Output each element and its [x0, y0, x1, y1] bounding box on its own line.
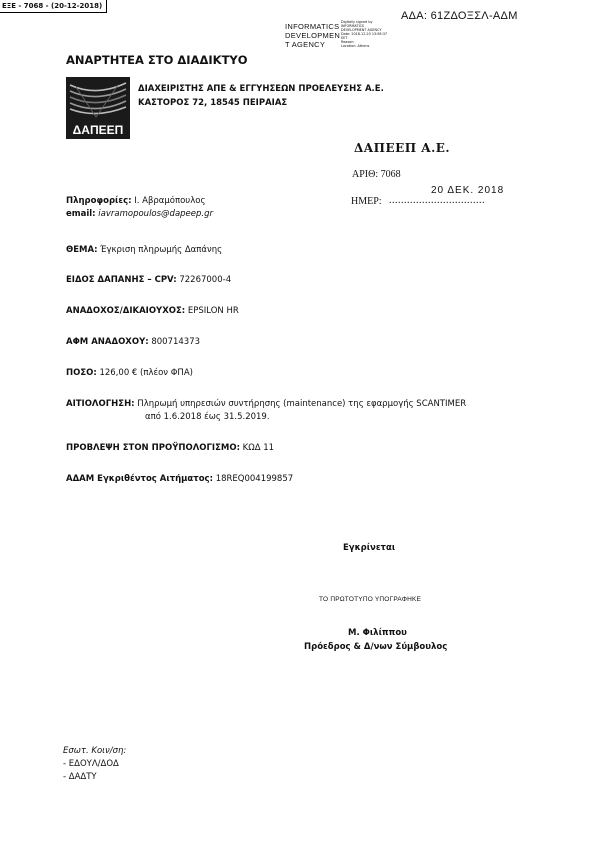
distribution-item: - ΕΔΟΥΛ/ΔΟΔ: [63, 759, 119, 769]
registry-number: ΑΡΙΘ: 7068: [352, 169, 401, 180]
field-label: ΕΙΔΟΣ ΔΑΠΑΝΗΣ – CPV:: [66, 275, 177, 285]
stamp-detail-line: Location: Athens: [341, 44, 370, 48]
field-anadoxos: [66, 305, 239, 318]
field-label: ΠΡΟΒΛΕΨΗ ΣΤΟΝ ΠΡΟΫΠΟΛΟΓΙΣΜΟ:: [66, 443, 240, 453]
digital-signature-details: [341, 20, 387, 48]
signer-name: Μ. Φιλίππου: [348, 628, 407, 638]
stamp-line: INFORMATICS: [285, 22, 340, 31]
dapeep-logo: [66, 77, 130, 139]
ada-code: ΑΔΑ: 61ΖΔΟΞΣΛ-ΑΔΜ: [401, 10, 518, 22]
approval-text: Εγκρίνεται: [343, 543, 396, 553]
field-label: ΑΔΑΜ Εγκριθέντος Αιτήματος:: [66, 474, 213, 484]
contact-email-value: iavramopoulos@dapeep.gr: [98, 209, 214, 219]
field-label: ΑΙΤΙΟΛΟΓΗΣΗ:: [66, 399, 135, 409]
stamp-detail-line: INFORMATICS: [341, 24, 365, 28]
internal-distribution: [63, 745, 126, 784]
stamp-line: T AGENCY: [285, 40, 326, 49]
logo-text: ΔΑΠΕΕΠ: [72, 123, 124, 137]
digital-signature-stamp: [285, 22, 340, 49]
page-title: ΑΝΑΡΤΗΤΕΑ ΣΤΟ ΔΙΑΔΙΚΤΥΟ: [66, 53, 248, 67]
document-reference-box: ΕΞΕ - 7068 - (20-12-2018): [0, 0, 107, 13]
contact-info-label: Πληροφορίες:: [66, 196, 132, 206]
contact-email-label: email:: [66, 209, 96, 219]
field-label: ΠΟΣΟ:: [66, 368, 97, 378]
contact-email-line: [66, 208, 213, 221]
field-value: 18REQ004199857: [215, 474, 294, 484]
distribution-heading: Εσωτ. Κοιν/ση:: [63, 746, 127, 756]
field-value: 126,00 € (πλέον ΦΠΑ): [99, 368, 193, 378]
registry-date-label: ΗΜΕΡ:: [351, 196, 382, 207]
field-label: ΘΕΜΑ:: [66, 245, 98, 255]
distribution-item: - ΔΑΔΤΥ: [63, 772, 97, 782]
field-aitiologisi-continuation: από 1.6.2018 έως 31.5.2019.: [145, 412, 270, 422]
stamp-detail-line: DEVELOPMENT AGENCY: [341, 28, 382, 32]
signer-role: Πρόεδρος & Δ/νων Σύμβουλος: [304, 642, 448, 652]
field-aitiologisi: [66, 398, 466, 411]
organization-name: ΔΙΑΧΕΙΡΙΣΤΗΣ ΑΠΕ & ΕΓΓΥΗΣΕΩΝ ΠΡΟΕΛΕΥΣΗΣ Α.Ε.: [138, 84, 384, 94]
registry-organization: ΔΑΠΕΕΠ Α.Ε.: [354, 141, 451, 155]
registry-date-stamp: 20 ΔΕΚ. 2018: [431, 185, 505, 196]
field-value: 800714373: [151, 337, 201, 347]
stamp-line: DEVELOPMEN: [285, 31, 341, 40]
field-value: Έγκριση πληρωμής Δαπάνης: [100, 245, 223, 255]
field-value: Πληρωμή υπηρεσιών συντήρησης (maintenance) της εφαρμογής SCANTIMER: [137, 399, 467, 409]
field-afm: [66, 336, 200, 349]
contact-info-value: Ι. Αβραμόπουλος: [134, 196, 206, 206]
stamp-detail-line: Reason:: [341, 40, 355, 44]
field-adam: [66, 473, 293, 486]
field-label: ΑΦΜ ΑΝΑΔΟΧΟΥ:: [66, 337, 149, 347]
registry-date-dots: ................................: [389, 195, 485, 206]
field-poso: [66, 367, 193, 380]
field-thema: [66, 244, 222, 257]
stamp-detail-line: Digitally signed by: [341, 20, 373, 24]
field-value: ΚΩΔ 11: [242, 443, 275, 453]
field-eidos-dapanis: [66, 274, 231, 287]
stamp-detail-line: Date: 2018.12.20 13:58:37: [341, 32, 388, 36]
stamp-detail-line: EET: [341, 36, 348, 40]
field-provlepsi: [66, 442, 274, 455]
contact-info-line: [66, 195, 205, 208]
organization-address: ΚΑΣΤΟΡΟΣ 72, 18545 ΠΕΙΡΑΙΑΣ: [138, 98, 288, 108]
field-label: ΑΝΑΔΟΧΟΣ/ΔΙΚΑΙΟΥΧΟΣ:: [66, 306, 186, 316]
organization-block: [138, 82, 384, 110]
field-value: EPSILON HR: [187, 306, 239, 316]
original-signed-note: ΤΟ ΠΡΩΤΟΤΥΠΟ ΥΠΟΓΡΑΦΗΚΕ: [319, 596, 422, 603]
field-value: 72267000-4: [179, 275, 232, 285]
